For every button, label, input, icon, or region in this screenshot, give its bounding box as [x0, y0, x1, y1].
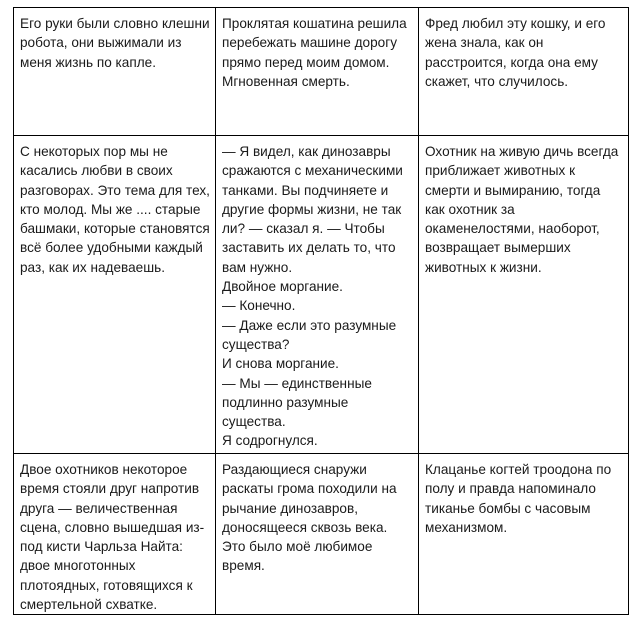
cell-line: И снова моргание. [222, 356, 339, 372]
cell-line: Клацанье когтей троодона по полу и правда напоминало тиканье бомбы с часовым механизмом. [425, 462, 612, 535]
cell-line: Двое охотников некоторое время стояли друг напротив друга — величественная сцена, словно вышедшая из-под кисти Чарльза Найта: двое многотонных плотоядных, готовящихся к смертельной схватке. [20, 462, 205, 613]
cell-line: С некоторых пор мы не касались любви в своих разговорах. Это тема для тех, кто молод. Мы же .... старые башмаки, которые становятся всё более удобными каждый раз, как их надеваешь. [20, 144, 210, 275]
table-cell [14, 8, 216, 136]
cell-text [425, 14, 623, 91]
cell-text [425, 142, 623, 277]
table-cell [419, 454, 629, 615]
cell-text [20, 14, 210, 72]
cell-line: Двойное моргание. [222, 279, 343, 295]
table-row [14, 136, 629, 454]
cell-line: — Даже если это разумные существа? [222, 317, 397, 352]
cell-text [20, 460, 210, 614]
cell-text [425, 460, 623, 537]
table-row [14, 454, 629, 615]
table-cell [419, 136, 629, 454]
cell-text [222, 460, 413, 576]
cell-line: Его руки были словно клешни робота, они выжимали из меня жизнь по капле. [20, 16, 210, 70]
cell-text [222, 142, 413, 451]
table-cell [419, 8, 629, 136]
cell-line: — Мы — единственные подлинно разумные существа. [222, 375, 372, 430]
cell-line: Раздающиеся снаружи раскаты грома походили на рычание динозавров, доносящееся сквозь века. Это было моё любимое время. [222, 462, 397, 574]
quotes-table [13, 7, 629, 615]
cell-line: — Я видел, как динозавры сражаются с механическими танками. Вы подчиняете и другие формы жизни, не так ли? — сказал я. — Чтобы заставить их делать то, что вам нужно. [222, 144, 403, 275]
cell-line: — Конечно. [222, 298, 296, 314]
cell-line: Проклятая кошатина решила перебежать машине дорогу прямо перед моим домом. Мгновенная смерть. [222, 16, 407, 89]
cell-line: Я содрогнулся. [222, 433, 318, 449]
cell-text [222, 14, 413, 91]
table-cell [216, 8, 419, 136]
table-cell [216, 454, 419, 615]
table-cell [14, 454, 216, 615]
cell-text [20, 142, 210, 277]
cell-line: Фред любил эту кошку, и его жена знала, как он расстроится, когда она ему скажет, что случилось. [425, 16, 606, 89]
table-row [14, 8, 629, 136]
cell-line: Охотник на живую дичь всегда приближает животных к смерти и вымиранию, тогда как охотник за окаменелостями, наоборот, возвращает вымерших животных к жизни. [425, 144, 619, 275]
table-cell [14, 136, 216, 454]
table-cell [216, 136, 419, 454]
